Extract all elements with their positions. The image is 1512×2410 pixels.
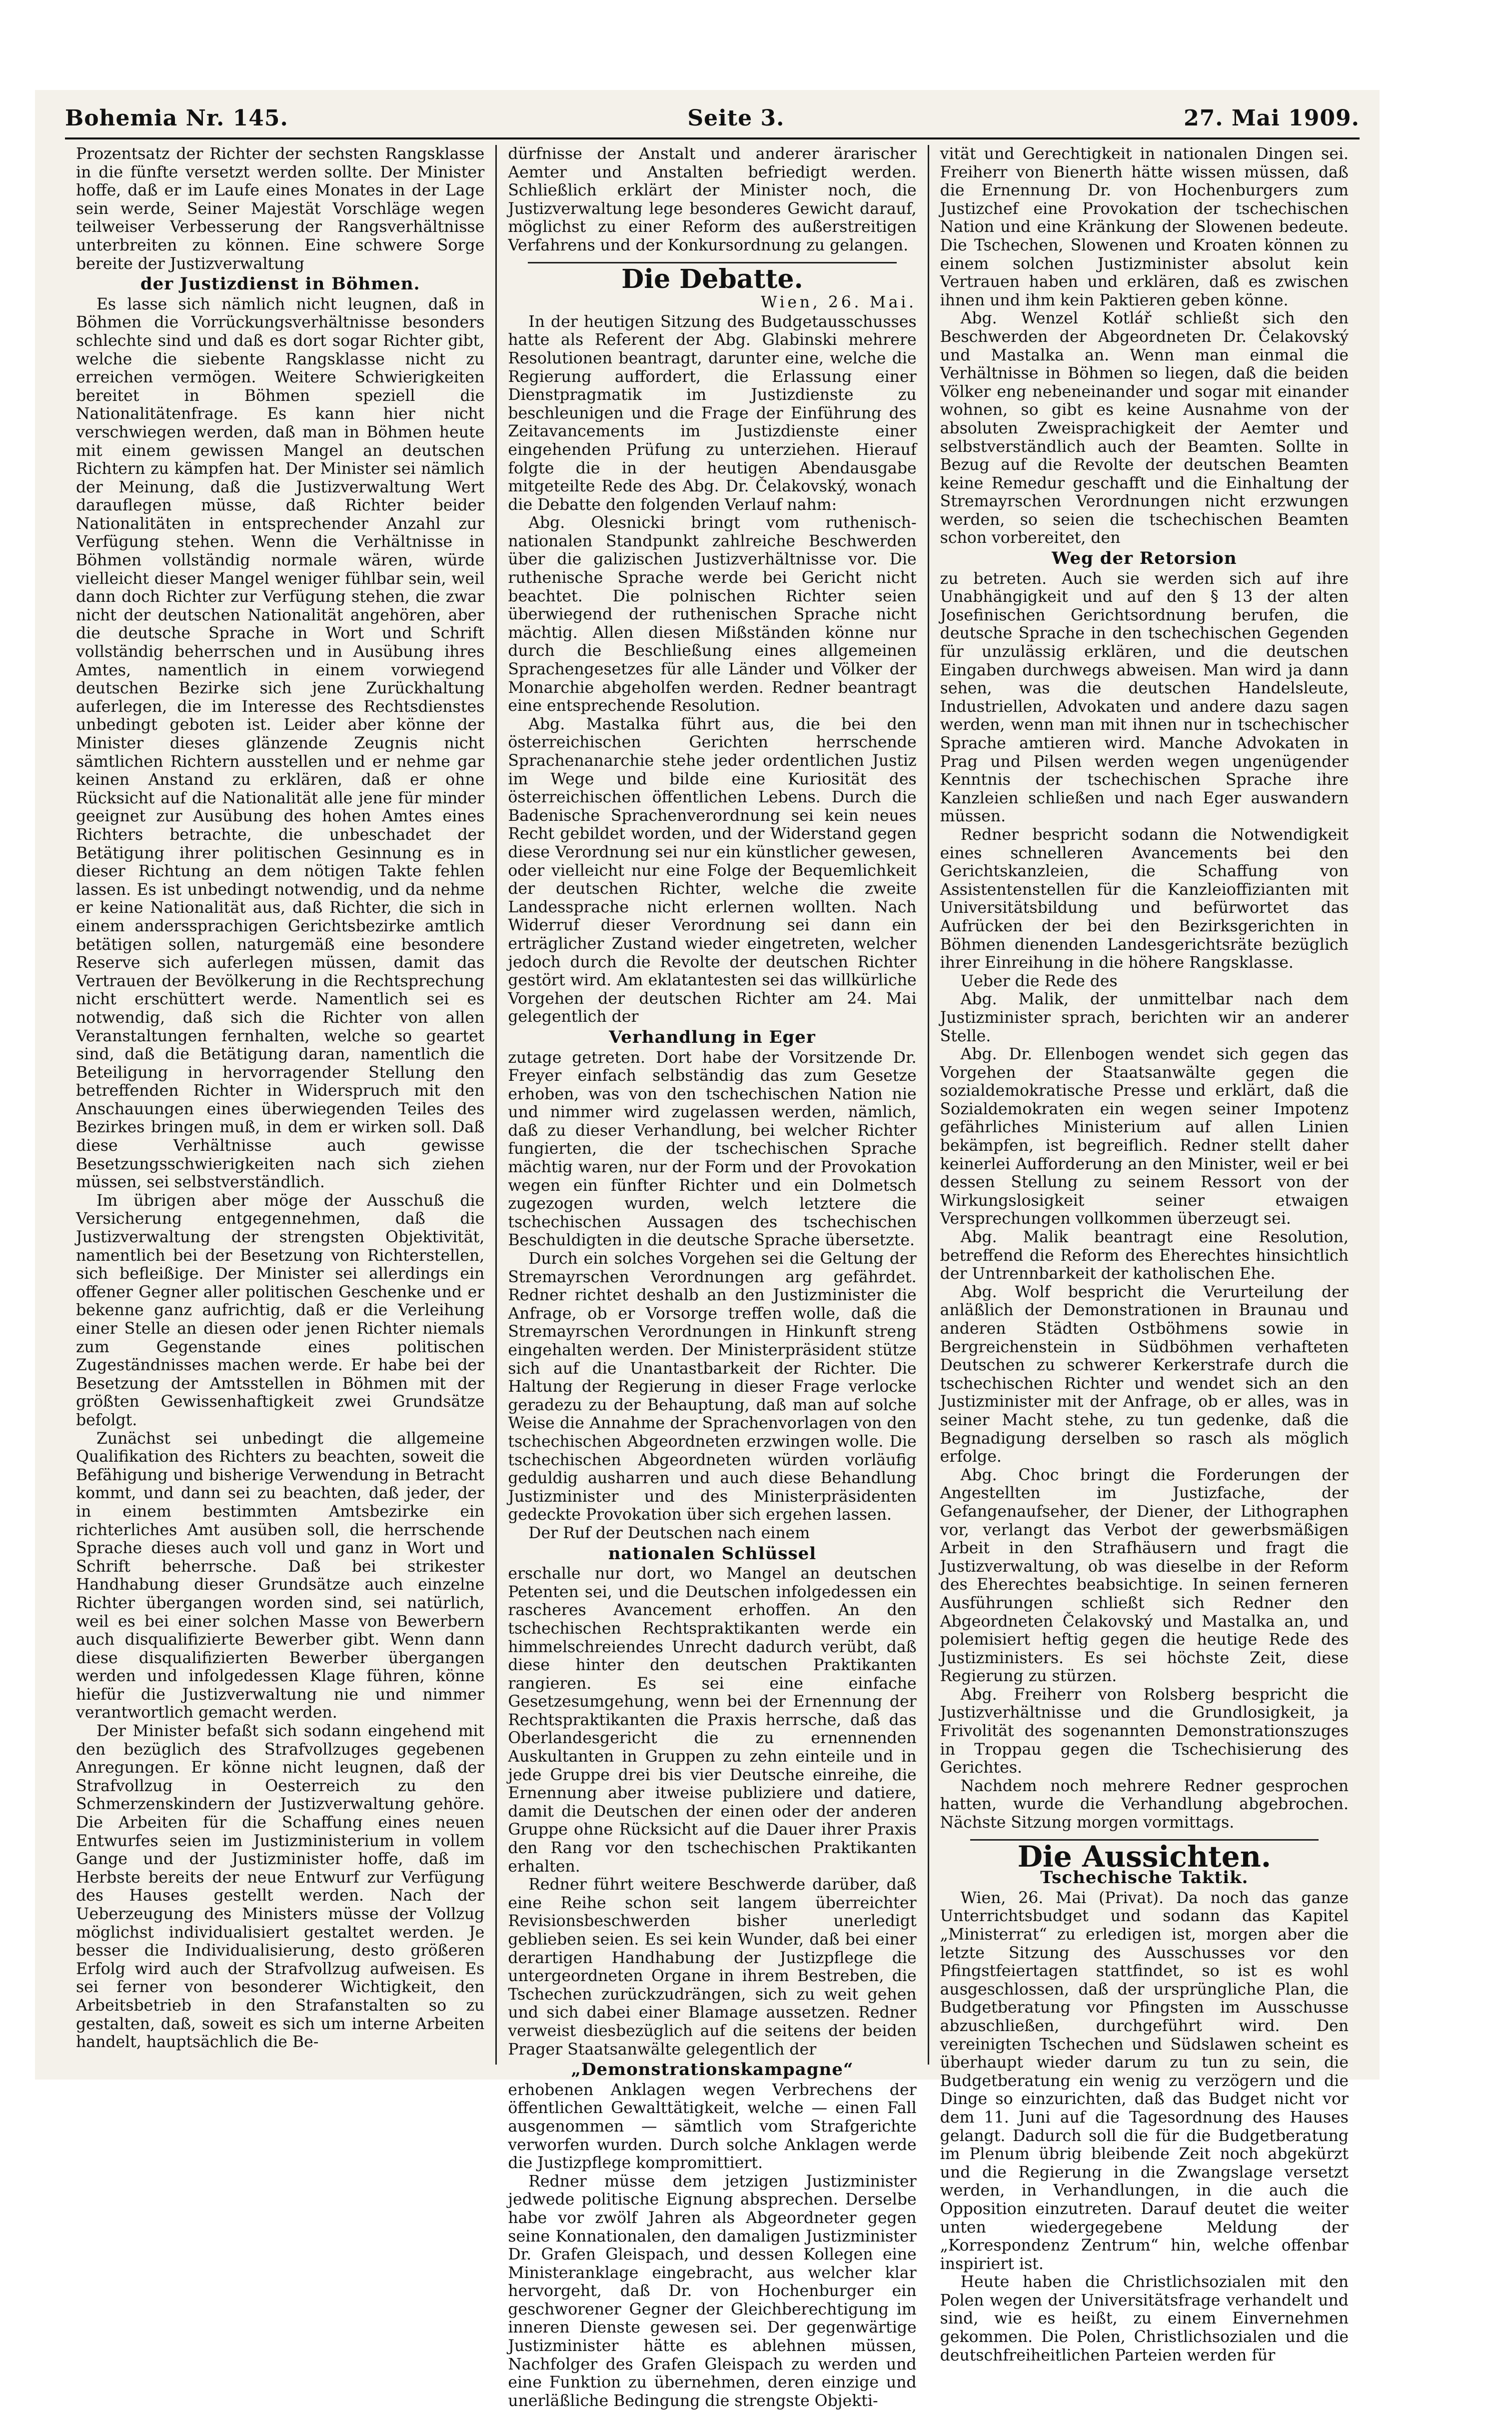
- paragraph: zu betreten. Auch sie werden sich auf ihre Unabhängigkeit und auf den § 13 der alten Josefinischen Gerichtsordnung berufen, die deutsche Sprache in den tschechischen Gegenden für unzulässig erklären, und die deutschen Eingaben durchwegs abweisen. Man wird ja dann sehen, was die deutschen Handelsleute, Industriellen, Advokaten und andere dazu sagen werden, wenn man mit ihnen nur in tschechischer Sprache amtieren wird. Manche Advokaten in Prag und Pilsen werden wegen ungenügender Kenntnis der tschechischen Sprache ihre Kanzleien schließen und nach Eger auswandern müssen.: [940, 569, 1349, 826]
- paragraph: Abg. Mastalka führt aus, die bei den österreichischen Gerichten herrschende Sprachenanarchie stehe jeder ordentlichen Justiz im Wege und bilde eine Kuriosität des österreichischen öffentlichen Lebens. Durch die Badenische Sprachenverordnung sei kein neues Recht gebildet worden, und der Widerstand gegen diese Verordnung sei nur ein künstlicher gewesen, oder vielleicht nur eine Folge der Bequemlichkeit der deutschen Richter, welche die zweite Landessprache nicht erlernen wollten. Nach Widerruf dieser Verordnung sei dann ein erträglicher Zustand wieder eingetreten, welcher jedoch durch die Revolte der deutschen Richter gestört wird. Am eklatantesten sei das willkürliche Vorgehen der deutschen Richter am 24. Mai gelegentlich der: [508, 715, 917, 1026]
- paragraph: Der Minister befaßt sich sodann eingehend mit den bezüglich des Strafvollzuges gegebenen Anregungen. Er könne nicht leugnen, daß der Strafvollzug in Oesterreich zu den Schmerzenskindern der Justizverwaltung gehöre. Die Arbeiten für die Schaffung eines neuen Entwurfes seien im Justizministerium in vollem Gange und der Justizminister hoffe, daß im Herbste bereits der neue Entwurf zur Verfügung des Hauses gestellt werden. Nach der Ueberzeugung des Ministers müsse der Vollzug möglichst individualisiert gestaltet werden. Je besser die Individualisierung, desto größeren Erfolg wird auch der Strafvollzug aufweisen. Es sei ferner von besonderer Wichtigkeit, den Arbeitsbetrieb in den Strafanstalten so zu gestalten, daß, soweit es sich um interne Arbeiten handelt, hauptsächlich die Be-: [76, 1722, 485, 2052]
- paragraph: Es lasse sich nämlich nicht leugnen, daß in Böhmen die Vorrückungsverhältnisse besonders schlechte sind und daß es dort sogar Richter gibt, welche die siebente Rangsklasse nicht zu erreichen vermögen. Weitere Schwierigkeiten bereitet in Böhmen speziell die Nationalitätenfrage. Es kann hier nicht verschwiegen werden, daß man in Böhmen heute mit einem gewissen Mangel an deutschen Richtern zu kämpfen hat. Der Minister sei nämlich der Meinung, daß die Justizverwaltung Wert darauflegen müsse, daß Richter beider Nationalitäten in entsprechender Anzahl zur Verfügung stehen. Wenn die Verhältnisse in Böhmen vollständig normale wären, würde vielleicht dieser Mangel weniger fühlbar sein, weil dann doch Richter zur Verfügung stehen, die zwar nicht der deutschen Nationalität angehören, aber die deutsche Sprache in Wort und Schrift vollständig beherrschen und in Ausübung ihres Amtes, namentlich in einem vorwiegend deutschen Bezirke sich jene Zurückhaltung auferlegen, die im Interesse des Rechtsdienstes unbedingt geboten ist. Leider aber könne der Minister dieses glänzende Zeugnis nicht sämtlichen Richtern ausstellen und er nehme gar keinen Anstand zu erklären, daß er ohne Rücksicht auf die Nationalität alle jene für minder geeignet zur Ausübung des hohen Amtes eines Richters betrachte, die unbeschadet der Betätigung ihrer politischen Gesinnung es in dieser Richtung an dem nötigen Takte fehlen lassen. Es ist unbedingt notwendig, und da nehme er keine Nationalität aus, daß Richter, die sich in einem anderssprachigen Gerichtsbezirke amtlich betätigen sollen, naturgemäß eine besondere Reserve sich auferlegen müssen, damit das Vertrauen der Bevölkerung in die Rechtsprechung nicht erschüttert werde. Namentlich sei es notwendig, daß sich die Richter von allen Veranstaltungen fernhalten, welche so geartet sind, daß die Betätigung daran, namentlich die Beteiligung in hervorragender Stellung den betreffenden Richter in Widerspruch mit den Anschauungen eines überwiegenden Teiles des Bezirkes bringen muß, in dem er wirken soll. Daß diese Verhältnisse auch gewisse Besetzungsschwierigkeiten nach sich ziehen müssen, sei selbstverständlich.: [76, 295, 485, 1192]
- paragraph: Nachdem noch mehrere Redner gesprochen hatten, wurde die Verhandlung abgebrochen. Nächste Sitzung morgen vormittags.: [940, 1777, 1349, 1832]
- paragraph: Abg. Olesnicki bringt vom ruthenisch-nationalen Standpunkt zahlreiche Beschwerden über die galizischen Justizverhältnisse vor. Die ruthenische Sprache werde bei Gericht nicht beachtet. Die polnischen Richter seien überwiegend der ruthenischen Sprache nicht mächtig. Allen diesen Mißständen könne nur durch die Beschließung eines allgemeinen Sprachengesetzes für alle Länder und Völker der Monarchie abgeholfen werden. Redner beantragt eine entsprechende Resolution.: [508, 514, 917, 715]
- header-page-number: Seite 3.: [687, 105, 785, 131]
- paragraph: Abg. Wolf bespricht die Verurteilung der anläßlich der Demonstrationen in Braunau und anderen Städten Ostböhmens sowie in Bergreichenstein in Südböhmen verhafteten Deutschen zu schwerer Kerkerstrafe durch die tschechischen Richter und wendet sich an den Justizminister mit der Anfrage, ob er alles, was in seiner Macht stehe, zu tun gedenke, daß die Begnadigung derselben so rasch als möglich erfolge.: [940, 1283, 1349, 1466]
- paragraph: Zunächst sei unbedingt die allgemeine Qualifikation des Richters zu beachten, soweit die Befähigung und bisherige Verwendung in Betracht kommt, und dann sei zu beachten, daß jeder, der in einem bestimmten Amtsbezirke ein richterliches Amt ausüben soll, die herrschende Sprache dieses auch voll und ganz in Wort und Schrift beherrsche. Daß bei strikester Handhabung dieser Grundsätze auch einzelne Richter übergangen worden sind, sei natürlich, weil es bei einer solchen Masse von Bewerbern auch disqualifizierte Bewerber gibt. Wenn dann diese disqualifizierten Bewerber übergangen werden und infolgedessen Klage führen, könne hiefür die Justizverwaltung nie und nimmer verantwortlich gemacht werden.: [76, 1429, 485, 1722]
- section-divider: [528, 262, 896, 263]
- paragraph: Abg. Freiherr von Rolsberg bespricht die Justizverhältnisse und die Grundlosigkeit, ja Frivolität des sogenannten Demonstrationszuges in Troppau gegen die Tschechisierung des Gerichtes.: [940, 1685, 1349, 1777]
- paragraph: Redner müsse dem jetzigen Justizminister jedwede politische Eignung absprechen. Derselbe habe vor zwölf Jahren als Abgeordneter gegen seine Konnationalen, den damaligen Justizminister Dr. Grafen Gleispach, und dessen Kollegen eine Ministeranklage eingebracht, aus welcher klar hervorgeht, daß Dr. von Hochenburger ein geschworener Gegner der Gleichberechtigung im inneren Dienste gewesen sei. Der gegenwärtige Justizminister hätte es ablehnen müssen, Nachfolger des Grafen Gleispach zu werden und eine Funktion zu übernehmen, deren einzige und unerläßliche Bedingung die strengste Objekti-: [508, 2172, 917, 2410]
- page-header: [65, 101, 1360, 131]
- paragraph: Abg. Malik beantragt eine Resolution, betreffend die Reform des Eherechtes hinsichtlich der Untrennbarkeit der katholischen Ehe.: [940, 1228, 1349, 1283]
- section-headline: Die Debatte.: [621, 263, 803, 294]
- paragraph: Wien, 26. Mai (Privat). Da noch das ganze Unterrichtsbudget und sodann das Kapitel „Ministerrat“ zu erledigen ist, morgen aber die letzte Sitzung des Ausschusses vor den Pfingstfeiertagen stattfindet, so ist es wohl ausgeschlossen, daß der ursprüngliche Plan, die Budgetberatung vor Pfingsten im Ausschusse abzuschließen, durchgeführt wird. Den vereinigten Tschechen und Südslawen scheint es überhaupt wieder darum zu tun zu sein, die Budgetberatung ein wenig zu verzögern und die Dinge so einzurichten, daß das Budget nicht vor dem 11. Juni auf die Tagesordnung des Hauses gelangt. Dadurch soll die für die Budgetberatung im Plenum übrig bleibende Zeit noch abgekürzt und die Regierung in die Zwangslage versetzt werden, in Verhandlungen, in die auch die Opposition einzutreten. Darauf deutet die weiter unten wiedergegebene Meldung der „Korrespondenz Zentrum“ hin, welche offenbar inspiriert ist.: [940, 1889, 1349, 2273]
- paragraph: In der heutigen Sitzung des Budgetausschusses hatte als Referent der Abg. Glabinski mehrere Resolutionen beantragt, darunter eine, welche die Regierung auffordert, die Erlassung einer Dienstpragmatik im Justizdienste zu beschleunigen und die Frage der Einführung des Zeitavancements im Justizdienste einer eingehenden Prüfung zu unterziehen. Hierauf folgte die in der heutigen Abendausgabe mitgeteilte Rede des Abg. Dr. Čelakovský, wonach die Debatte den folgenden Verlauf nahm:: [508, 312, 917, 514]
- paragraph: zutage getreten. Dort habe der Vorsitzende Dr. Freyer einfach selbständig das zum Gesetze erhoben, was von den tschechischen Nation nie und nimmer wird zugelassen werden, nämlich, daß zu dieser Verhandlung, bei welcher Richter fungierten, die der tschechischen Sprache mächtig waren, nur der Form und der Provokation wegen ein fünfter Richter und ein Dolmetsch zugezogen wurden, welch letztere die tschechischen Aussagen des tschechischen Beschuldigten in die deutsche Sprache übersetzte.: [508, 1048, 917, 1250]
- subheading: der Justizdienst in Böhmen.: [140, 274, 420, 294]
- dateline: Wien, 26. Mai.: [761, 293, 917, 312]
- header-date: 27. Mai 1909.: [1184, 105, 1360, 131]
- newspaper-page: [35, 90, 1380, 2410]
- subheading: „Demonstrationskampagne“: [571, 2060, 854, 2080]
- paragraph: Heute haben die Christlichsozialen mit den Polen wegen der Universitätsfrage verhandelt und sind, wie es heißt, zu einem Einvernehmen gekommen. Die Polen, Christlichsozialen und die deutschfreiheitlichen Parteien werden für: [940, 2273, 1349, 2365]
- paragraph: Abg. Wenzel Kotlář schließt sich den Beschwerden der Abgeordneten Dr. Čelakovský und Mastalka an. Wenn man einmal die Verhältnisse in Böhmen so liegen, daß die beiden Völker eng nebeneinander und sogar mit einander wohnen, so gibt es keine Ausnahme von der absoluten Zweisprachigkeit der Aemter und selbstverständlich auch der Beamten. Sollte in Bezug auf die Revolte der deutschen Beamten keine Remedur geschafft und die Einhaltung der Stremayrschen Verordnungen nicht erzwungen werden, so seien die tschechischen Beamten schon vorbereitet, den: [940, 309, 1349, 547]
- paragraph: Prozentsatz der Richter der sechsten Rangsklasse in die fünfte versetzt werden sollte. Der Minister hoffe, daß er im Laufe eines Monates in der Lage sein werde, Seiner Majestät Vorschläge wegen teilweiser Verbesserung der Rangsverhältnisse unterbreiten zu können. Eine schwere Sorge bereite der Justizverwaltung: [76, 145, 485, 273]
- column-2: [495, 145, 927, 2410]
- header-rule: [65, 137, 1360, 139]
- column-3: [928, 145, 1360, 2365]
- column-1: [65, 145, 495, 2065]
- subheading: Tschechische Taktik.: [1040, 1868, 1249, 1888]
- paragraph: Im übrigen aber möge der Ausschuß die Versicherung entgegennehmen, daß die Justizverwaltung der strengsten Objektivität, namentlich bei der Besetzung von Richterstellen, sich befleißige. Der Minister sei allerdings ein offener Gegner aller politischen Geschenke und er bekenne ganz aufrichtig, daß er die Verleihung einer Stelle an diesen oder jenen Richter niemals zum Gegenstande eines politischen Zugeständnisses machen werde. Er habe bei der Besetzung der Amtsstellen in Böhmen mit der größten Gewissenhaftigkeit zwei Grundsätze befolgt.: [76, 1191, 485, 1429]
- paragraph: dürfnisse der Anstalt und anderer ärarischer Aemter und Anstalten befriedigt werden. Schließlich erklärt der Minister noch, die Justizverwaltung lege besonderes Gewicht darauf, möglichst zu einer Reform des außerstreitigen Verfahrens und der Konkursordnung zu gelangen.: [508, 145, 917, 254]
- paragraph: erschalle nur dort, wo Mangel an deutschen Petenten sei, und die Deutschen infolgedessen ein rascheres Avancement erhoffen. An den tschechischen Rechtspraktikanten werde ein himmelschreiendes Unrecht dadurch verübt, daß diese hinter den deutschen Praktikanten rangieren. Es sei eine einfache Gesetzesumgehung, wenn bei der Ernennung der Rechtspraktikanten die Praxis herrsche, daß das Oberlandesgericht die zu ernennenden Auskultanten in Gruppen zu zehn einteile und in jede Gruppe drei bis vier Deutsche einreihe, die Ernennung aber itweise publiziere und datiere, damit die Deutschen der einen oder der anderen Gruppe ohne Rücksicht auf die Dauer ihrer Praxis den Rang vor den tschechischen Praktikanten erhalten.: [508, 1565, 917, 1876]
- paragraph: Abg. Dr. Ellenbogen wendet sich gegen das Vorgehen der Staatsanwälte gegen die sozialdemokratische Presse und erklärt, daß die Sozialdemokraten ein wegen seiner Impotenz gefährliches Ministerium auf allen Linien bekämpfen, ist begreiflich. Redner stellt daher keinerlei Aufforderung an den Minister, weil er bei dessen Stellung zu seinem Ressort von der Wirkungslosigkeit seiner etwaigen Versprechungen vollkommen überzeugt sei.: [940, 1045, 1349, 1228]
- paragraph: Ueber die Rede des: [960, 972, 1118, 990]
- paragraph: Der Ruf der Deutschen nach einem: [528, 1524, 810, 1542]
- article-columns: [65, 145, 1360, 2410]
- paragraph: Abg. Choc bringt die Forderungen der Angestellten im Justizfache, der Gefangenaufseher, der Diener, der Lithographen vor, verlangt das Verbot der gewerbsmäßigen Arbeit in den Strafhäusern und fragt die Justizverwaltung, ob was dieselbe in der Reform des Eherechtes beabsichtige. In seinen ferneren Ausführungen schließt sich Redner den Abgeordneten Čelakovský und Mastalka an, und polemisiert heftig gegen die heutige Rede des Justizministers. Es sei höchste Zeit, diese Regierung zu stürzen.: [940, 1466, 1349, 1686]
- paragraph: erhobenen Anklagen wegen Verbrechens der öffentlichen Gewalttätigkeit, welche — einen Fall ausgenommen — sämtlich vom Strafgerichte verworfen wurden. Durch solche Anklagen werde die Justizpflege kompromittiert.: [508, 2081, 917, 2173]
- paragraph: Redner führt weitere Beschwerde darüber, daß eine Reihe schon seit langem überreichter Revisionsbeschwerden bisher unerledigt geblieben seien. Es sei kein Wunder, daß bei einer derartigen Handhabung der Justizpflege die untergeordneten Organe in ihrem Bestreben, die Tschechen zurückzudrängen, sich zu weit gehen und sich dabei einer Blamage aussetzen. Redner verweist diesbezüglich auf die seitens der beiden Prager Staatsanwälte gelegentlich der: [508, 1876, 917, 2059]
- paragraph: Durch ein solches Vorgehen sei die Geltung der Stremayrschen Verordnungen arg gefährdet. Redner richtet deshalb an den Justizminister die Anfrage, ob er Vorsorge treffen wolle, daß die Stremayrschen Verordnungen in Hinkunft streng eingehalten werden. Der Ministerpräsident stütze sich auf die Unantastbarkeit der Richter. Die Haltung der Regierung in dieser Frage verlocke geradezu zu der Behauptung, daß man auf solche Weise die Annahme der Sprachenvorlagen von den tschechischen Abgeordneten erzwingen wolle. Die tschechischen Abgeordneten würden vorläufig geduldig ausharren und auch diese Behandlung Justizminister und des Ministerpräsidenten gedeckte Provokation über sich ergehen lassen.: [508, 1250, 917, 1524]
- subheading: Verhandlung in Eger: [609, 1027, 816, 1047]
- subheading: Weg der Retorsion: [1052, 548, 1237, 569]
- paragraph: vität und Gerechtigkeit in nationalen Dingen sei. Freiherr von Bienerth hätte wissen müssen, daß die Ernennung Dr. von Hochenburgers zum Justizchef eine Provokation der tschechischen Nation und eine Kränkung der Slowenen bedeute. Die Tschechen, Slowenen und Kroaten können zu einem solchen Justizminister absolut kein Vertrauen haben und erklären, daß es zwischen ihnen und ihm kein Paktieren geben könne.: [940, 145, 1349, 309]
- header-masthead: Bohemia Nr. 145.: [65, 105, 288, 131]
- subheading: nationalen Schlüssel: [608, 1543, 817, 1564]
- paragraph: Redner bespricht sodann die Notwendigkeit eines schnelleren Avancements bei den Gerichtskanzleien, die Schaffung von Assistentenstellen für die Kanzleioffizianten mit Universitätsbildung und befürwortet das Aufrücken der bei den Bezirksgerichten in Böhmen dienenden Landesgerichtsräte bezüglich ihrer Einreihung in die höhere Rangsklasse.: [940, 825, 1349, 972]
- paragraph: Abg. Malik, der unmittelbar nach dem Justizminister sprach, berichten wir an anderer Stelle.: [940, 990, 1349, 1045]
- section-headline: Die Aussichten.: [1017, 1839, 1272, 1874]
